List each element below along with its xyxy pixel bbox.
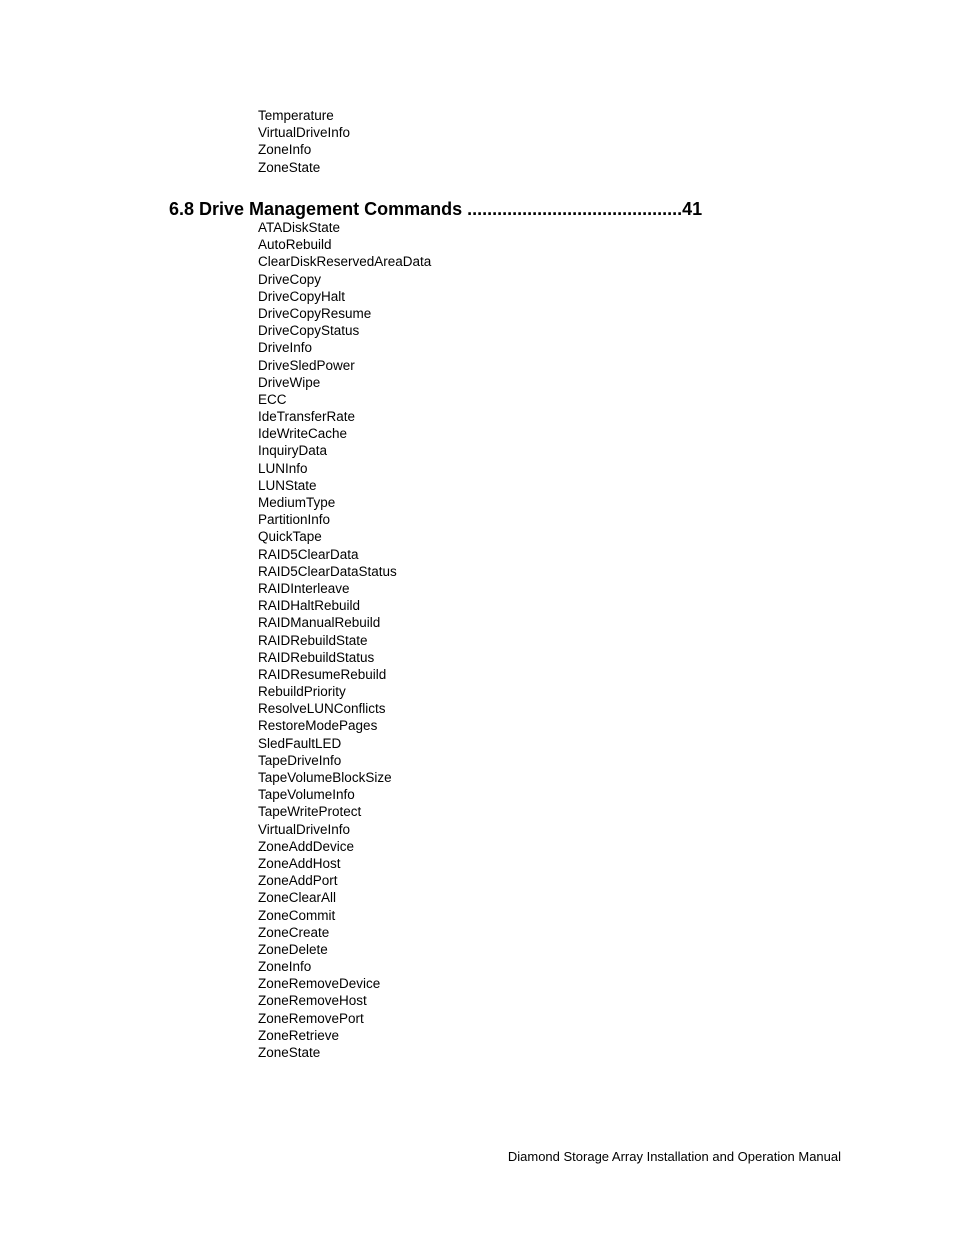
toc-entry[interactable]: TapeVolumeInfo bbox=[258, 787, 355, 803]
toc-entry[interactable]: ZoneInfo bbox=[258, 959, 312, 975]
toc-entry[interactable]: VirtualDriveInfo bbox=[258, 821, 351, 837]
toc-entry[interactable]: RAIDRebuildStatus bbox=[258, 649, 375, 665]
toc-entry[interactable]: ATADiskState bbox=[258, 220, 341, 235]
toc-entry[interactable]: LUNInfo bbox=[258, 460, 308, 476]
toc-entry[interactable]: DriveCopyResume bbox=[258, 305, 372, 321]
toc-entry[interactable]: DriveCopyHalt bbox=[258, 288, 346, 304]
toc-entry[interactable]: IdeWriteCache bbox=[258, 426, 348, 442]
toc-sub-entries-previous-section bbox=[258, 107, 350, 176]
page-footer: Diamond Storage Array Installation and Operation Manual bbox=[507, 1149, 841, 1164]
toc-entry[interactable]: RAIDResumeRebuild bbox=[258, 666, 387, 682]
toc-entry[interactable]: AutoRebuild bbox=[258, 237, 332, 253]
toc-entry[interactable]: LUNState bbox=[258, 477, 317, 493]
toc-entry[interactable]: TapeDriveInfo bbox=[258, 752, 342, 768]
toc-entry[interactable]: ZoneRemoveDevice bbox=[258, 976, 381, 992]
toc-entry[interactable]: ZoneAddHost bbox=[258, 855, 341, 871]
toc-entry[interactable]: DriveInfo bbox=[258, 340, 313, 356]
toc-entry[interactable]: ZoneClearAll bbox=[258, 890, 337, 906]
toc-entry[interactable]: ZoneRetrieve bbox=[258, 1027, 340, 1043]
toc-entry[interactable]: VirtualDriveInfo bbox=[258, 125, 351, 141]
toc-entry[interactable]: RAID5ClearDataStatus bbox=[258, 563, 397, 579]
toc-entry[interactable]: ClearDiskReservedAreaData bbox=[258, 254, 432, 270]
toc-entry[interactable]: DriveWipe bbox=[258, 374, 321, 390]
toc-entry[interactable]: RAIDManualRebuild bbox=[258, 615, 381, 631]
toc-entry[interactable]: DriveSledPower bbox=[258, 357, 355, 373]
toc-sub-entries-drive-management bbox=[258, 219, 431, 1061]
toc-entry[interactable]: DriveCopy bbox=[258, 271, 322, 287]
toc-entry[interactable]: RebuildPriority bbox=[258, 684, 346, 700]
section-title: 6.8 Drive Management Commands bbox=[169, 199, 463, 219]
toc-entry[interactable]: ZoneState bbox=[258, 1045, 321, 1060]
toc-entry[interactable]: ZoneInfo bbox=[258, 142, 312, 158]
dot-leader: ........................................... bbox=[462, 199, 683, 219]
toc-entry[interactable]: TapeVolumeBlockSize bbox=[258, 770, 392, 785]
section-page-number: 41 bbox=[682, 199, 703, 219]
toc-entry[interactable]: ZoneAddPort bbox=[258, 873, 338, 889]
toc-entry[interactable]: ResolveLUNConflicts bbox=[258, 701, 386, 717]
toc-entry[interactable]: RestoreModePages bbox=[258, 718, 378, 734]
toc-entry[interactable]: ZoneCommit bbox=[258, 907, 336, 923]
toc-entry[interactable]: RAID5ClearData bbox=[258, 546, 359, 562]
toc-entry[interactable]: RAIDHaltRebuild bbox=[258, 598, 361, 614]
toc-entry[interactable]: ZoneRemoveHost bbox=[258, 993, 367, 1009]
toc-entry[interactable]: Temperature bbox=[258, 108, 334, 123]
toc-entry[interactable]: PartitionInfo bbox=[258, 512, 331, 528]
toc-entry[interactable]: MediumType bbox=[258, 495, 336, 510]
toc-entry[interactable]: ZoneAddDevice bbox=[258, 838, 355, 854]
toc-entry[interactable]: QuickTape bbox=[258, 529, 322, 545]
toc-entry[interactable]: ECC bbox=[258, 391, 287, 407]
toc-entry[interactable]: SledFaultLED bbox=[258, 735, 342, 751]
toc-entry[interactable]: RAIDRebuildState bbox=[258, 632, 368, 648]
toc-entry[interactable]: ZoneRemovePort bbox=[258, 1010, 364, 1026]
toc-entry[interactable]: ZoneCreate bbox=[258, 924, 330, 940]
toc-entry[interactable]: IdeTransferRate bbox=[258, 409, 356, 425]
toc-entry[interactable]: RAIDInterleave bbox=[258, 580, 350, 596]
toc-section-heading[interactable] bbox=[169, 197, 702, 221]
toc-entry[interactable]: DriveCopyStatus bbox=[258, 323, 360, 339]
toc-entry[interactable]: ZoneState bbox=[258, 159, 321, 175]
toc-entry[interactable]: TapeWriteProtect bbox=[258, 804, 362, 820]
toc-entry[interactable]: InquiryData bbox=[258, 443, 328, 459]
toc-entry[interactable]: ZoneDelete bbox=[258, 941, 328, 957]
